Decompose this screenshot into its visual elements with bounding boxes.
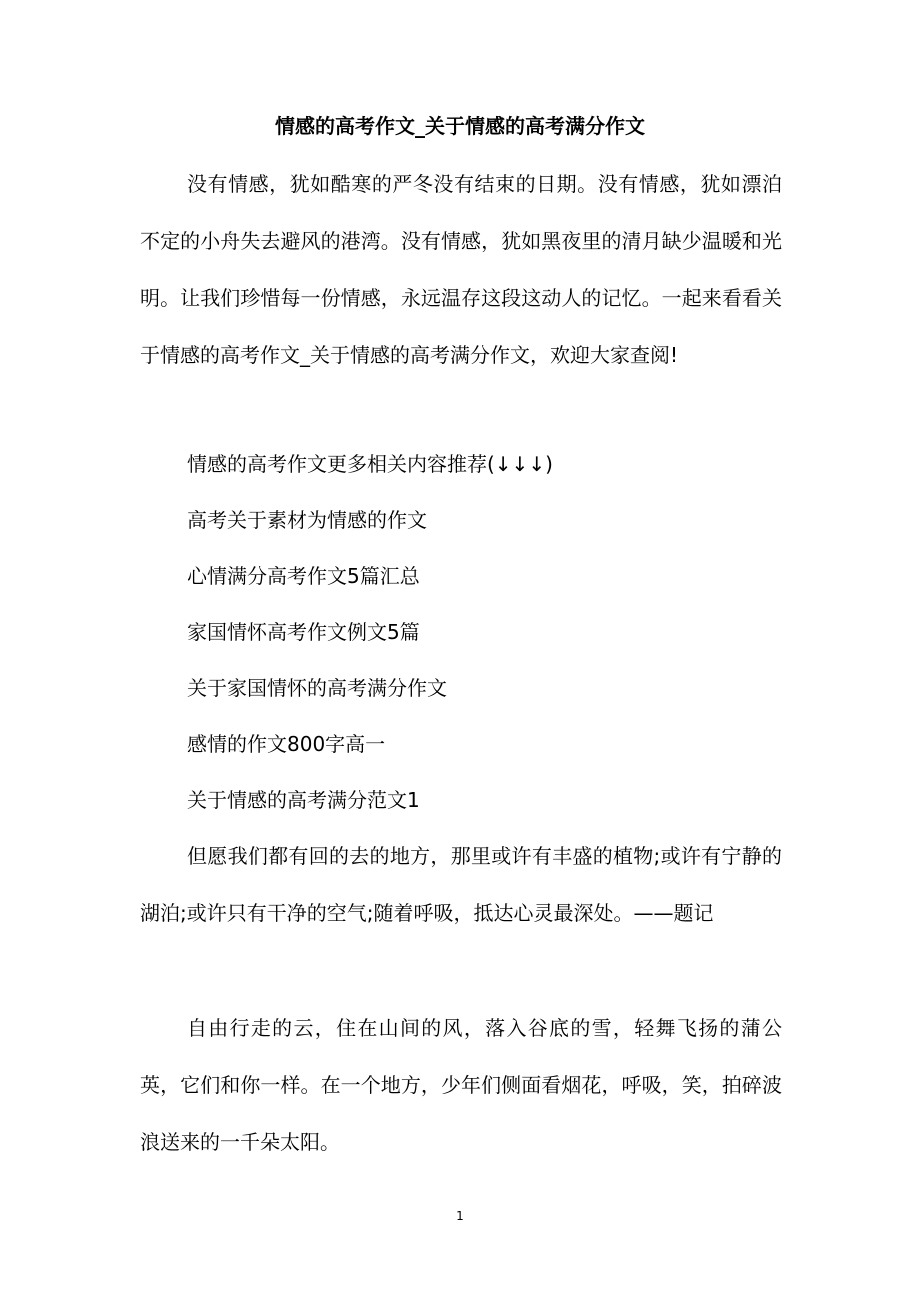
recommend-link-5[interactable]: 感情的作文800字高一	[187, 732, 386, 756]
recommend-link-3[interactable]: 家国情怀高考作文例文5篇	[187, 620, 420, 644]
recommend-link-1[interactable]: 高考关于素材为情感的作文	[187, 508, 427, 532]
recommend-link-4[interactable]: 关于家国情怀的高考满分作文	[187, 676, 447, 700]
page-number: 1	[456, 1209, 464, 1223]
recommend-heading: 情感的高考作文更多相关内容推荐(↓↓↓)	[187, 452, 553, 476]
document-title: 情感的高考作文_关于情感的高考满分作文	[275, 114, 645, 138]
section-heading: 关于情感的高考满分范文1	[187, 788, 420, 812]
recommend-link-2[interactable]: 心情满分高考作文5篇汇总	[187, 564, 420, 588]
body-paragraph-2: 自由行走的云，住在山间的风，落入谷底的雪，轻舞飞扬的蒲公英，它们和你一样。在一个地方，少年们侧面看烟花，呼吸，笑，拍碎波浪送来的一千朵太阳。	[140, 1016, 782, 1154]
intro-paragraph: 没有情感，犹如酷寒的严冬没有结束的日期。没有情感，犹如漂泊不定的小舟失去避风的港湾。没有情感，犹如黑夜里的清月缺少温暖和光明。让我们珍惜每一份情感，永远温存这段这动人的记忆。一起来看看关于情感的高考作文_关于情感的高考满分作文，欢迎大家查阅!	[140, 172, 782, 367]
body-paragraph-1: 但愿我们都有回的去的地方，那里或许有丰盛的植物;或许有宁静的湖泊;或许只有干净的空气;随着呼吸，抵达心灵最深处。——题记	[140, 844, 782, 925]
